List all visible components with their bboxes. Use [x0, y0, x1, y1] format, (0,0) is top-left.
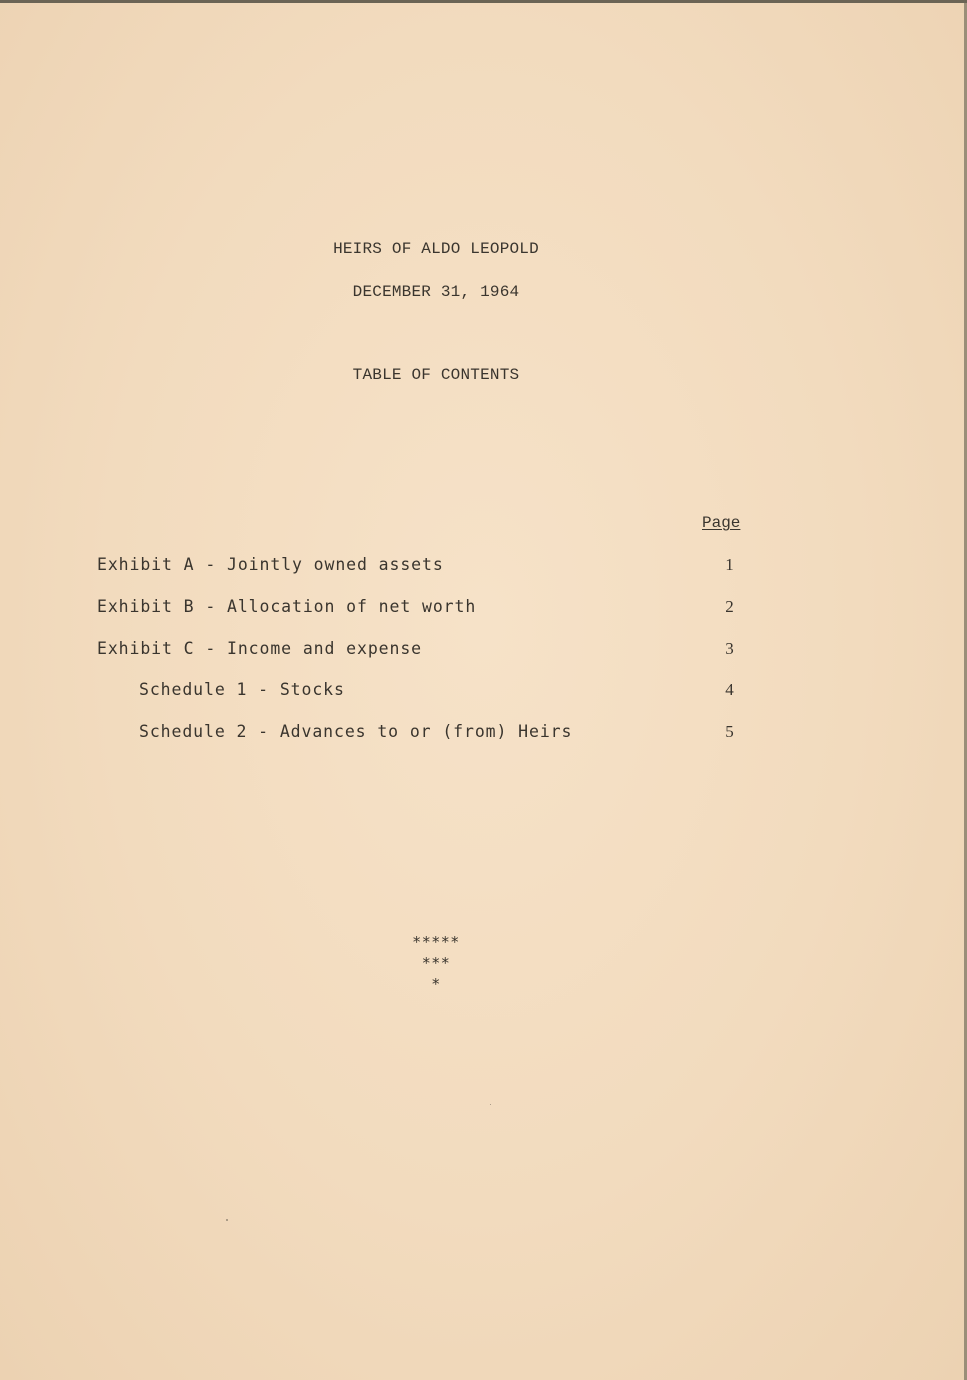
toc-entry-page: 1 [725, 555, 735, 574]
toc-entry [0, 597, 967, 621]
toc-entry [0, 639, 967, 663]
toc-subentry [0, 722, 967, 746]
toc-entry-label: Exhibit B - Allocation of net worth [97, 597, 477, 616]
toc-entry-label: Exhibit A - Jointly owned assets [97, 555, 444, 574]
toc-entry-label: Exhibit C - Income and expense [97, 639, 423, 658]
document-date: DECEMBER 31, 1964 [352, 283, 520, 301]
ornament-stars-line-1: ***** [412, 933, 460, 951]
paper-speck [490, 1104, 491, 1105]
toc-entry-label: Schedule 2 - Advances to or (from) Heirs [139, 722, 573, 741]
page-column-header: Page [702, 514, 741, 532]
toc-entry-page: 2 [725, 597, 735, 616]
toc-entry-label: Schedule 1 - Stocks [139, 680, 345, 699]
toc-entry-page: 5 [725, 722, 735, 741]
toc-entry-page: 3 [725, 639, 735, 658]
paper-speck [226, 1219, 228, 1221]
ornament-stars-line-2: *** [421, 954, 451, 972]
ornament-stars-line-3: * [431, 975, 441, 993]
toc-entry-page: 4 [725, 680, 735, 699]
document-title: HEIRS OF ALDO LEOPOLD [333, 240, 539, 258]
toc-subentry [0, 680, 967, 704]
toc-entry [0, 555, 967, 579]
section-title: TABLE OF CONTENTS [352, 366, 520, 384]
